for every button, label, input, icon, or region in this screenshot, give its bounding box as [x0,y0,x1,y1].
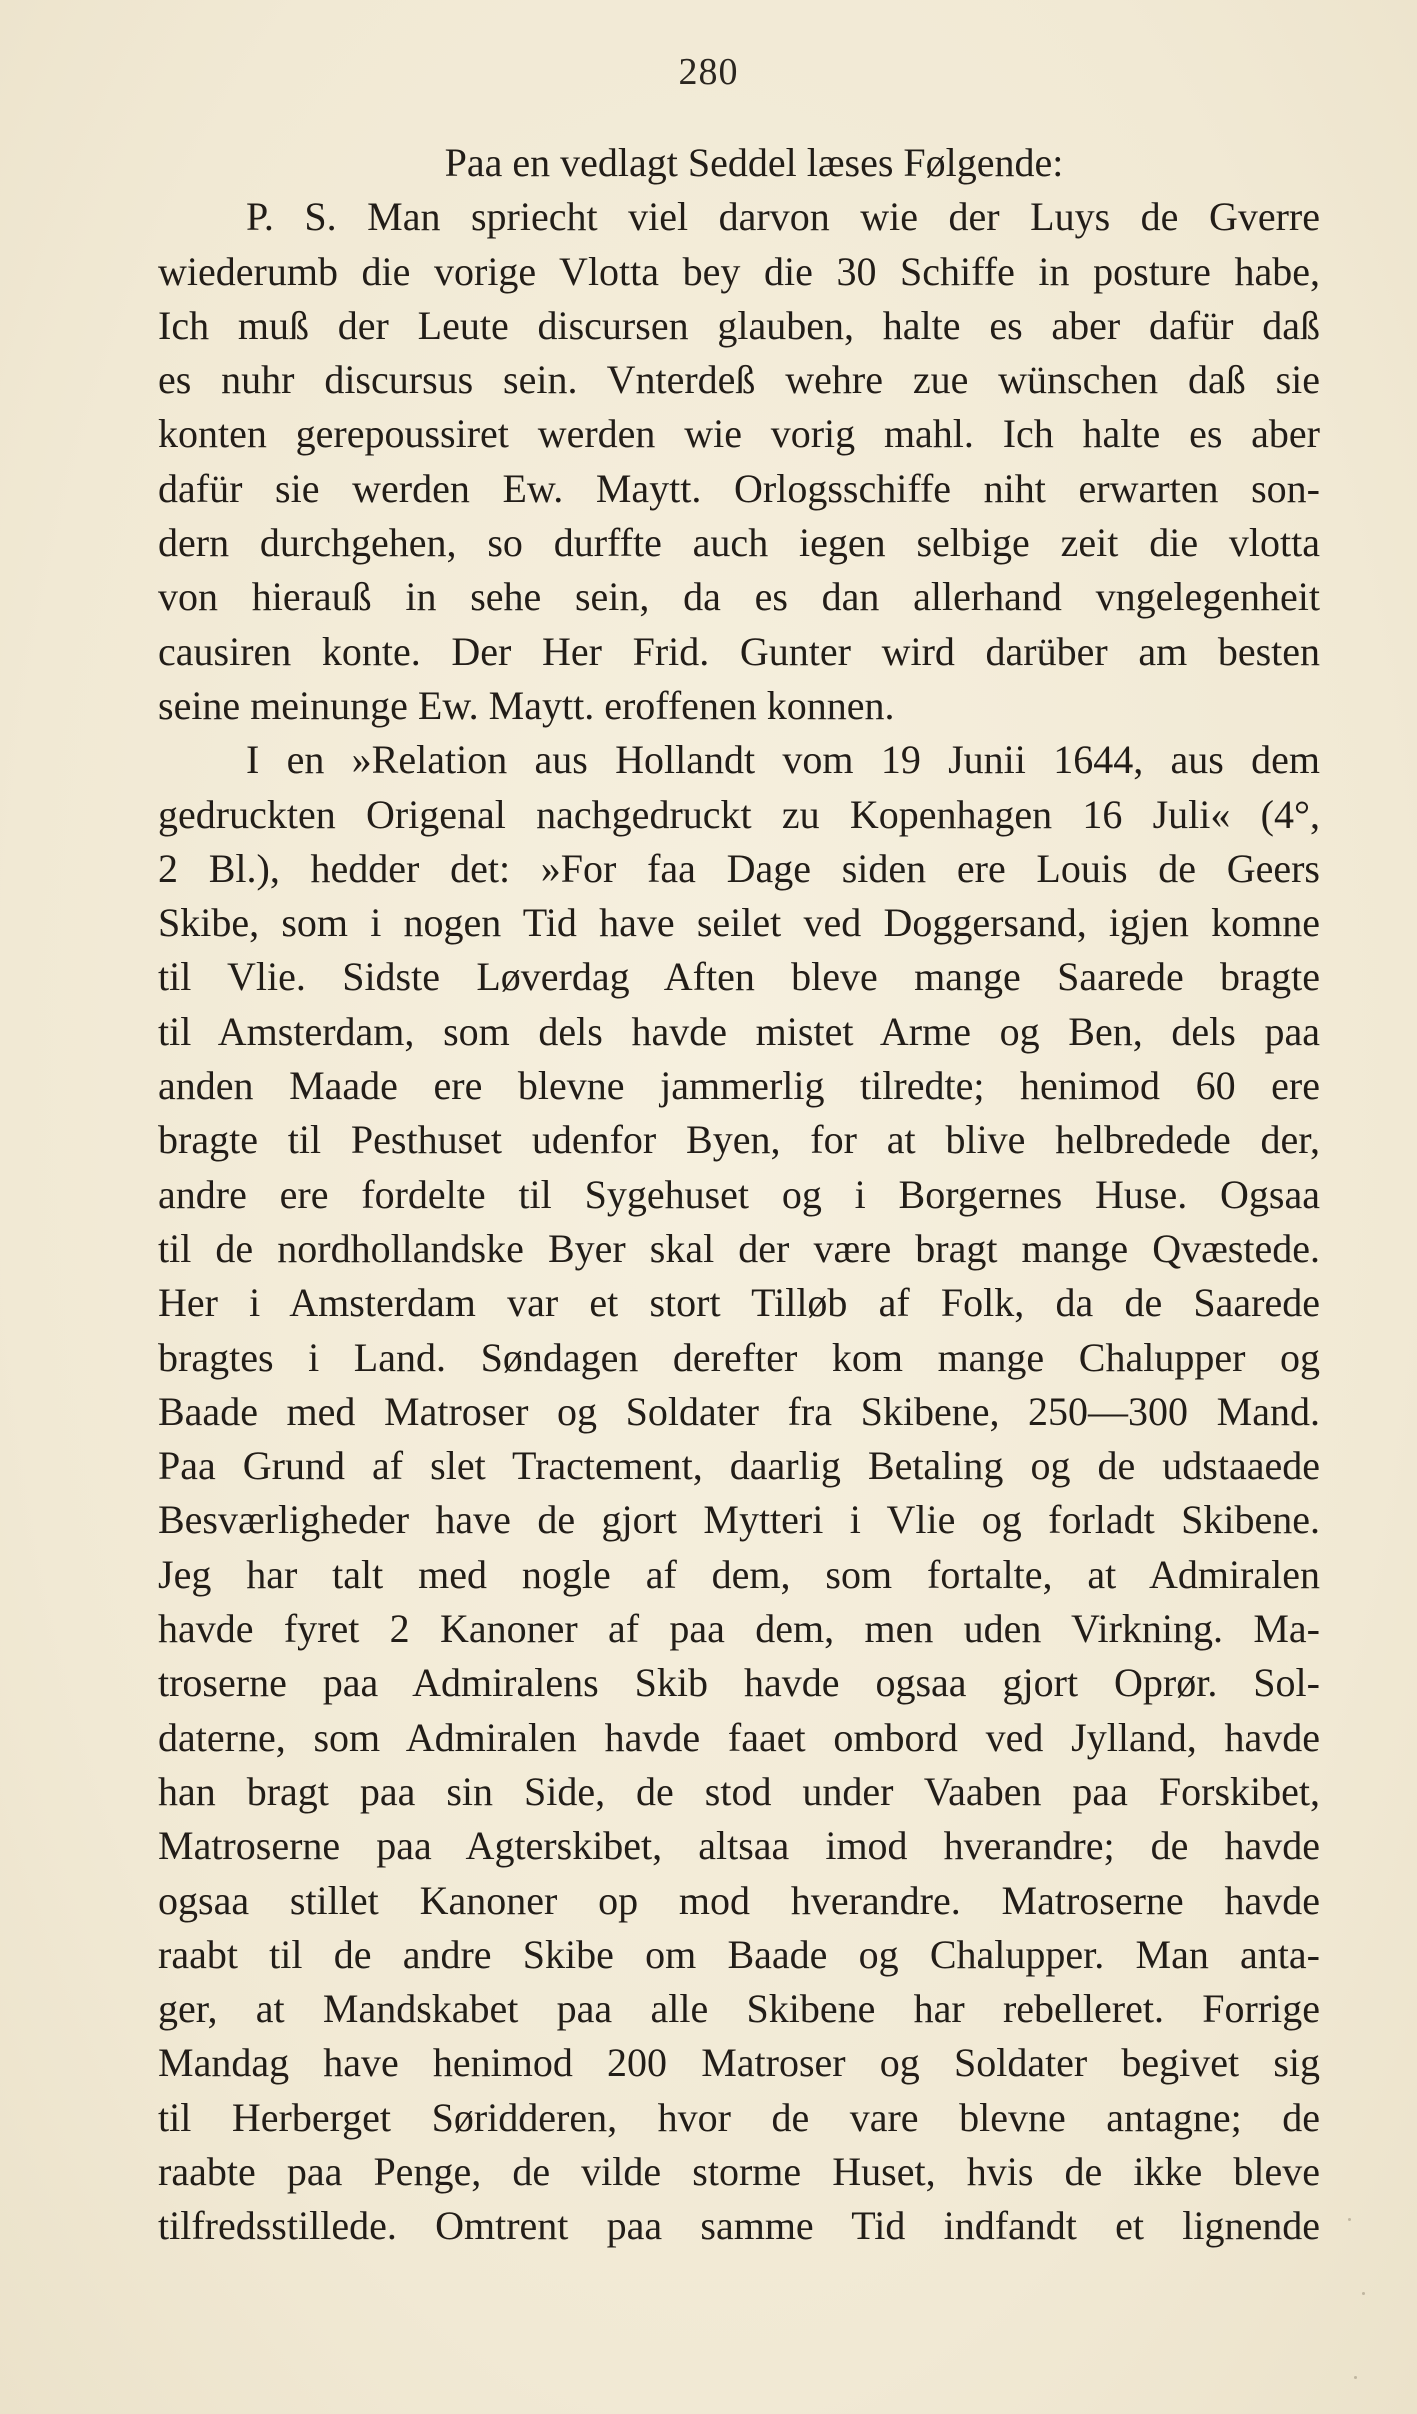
text-line: ogsaa stillet Kanoner op mod hverandre. Matroserne havde [158,1877,1320,1923]
paper-speck [1354,2376,1357,2379]
text-line: P. S. Man spriecht viel darvon wie der Luys de Gverre [246,194,1320,240]
text-line: seine meinunge Ew. Maytt. eroffenen konnen. [158,682,895,728]
text-line: Paa en vedlagt Seddel læses Følgende: [444,140,1064,185]
text-line: Mandag have henimod 200 Matroser og Soldater begivet sig [158,2040,1320,2086]
text-line: Her i Amsterdam var et stort Tilløb af Folk, da de Saarede [158,1280,1320,1326]
text-line: konten gerepoussiret werden wie vorig mahl. Ich halte es aber [158,411,1320,457]
text-line: andre ere fordelte til Sygehuset og i Borgernes Huse. Ogsaa [158,1171,1320,1217]
text-line: anden Maade ere blevne jammerlig tilredte; henimod 60 ere [158,1063,1320,1109]
text-line: Jeg har talt med nogle af dem, som fortalte, at Admiralen [158,1551,1320,1597]
paper-speck [1362,2292,1365,2295]
text-line: bragte til Pesthuset udenfor Byen, for at blive helbredede der, [158,1117,1320,1163]
text-line: ger, at Mandskabet paa alle Skibene har rebelleret. Forrige [158,1986,1320,2032]
text-line: wiederumb die vorige Vlotta bey die 30 Schiffe in posture habe, [158,248,1320,294]
text-line: Ich muß der Leute discursen glauben, halte es aber dafür daß [158,302,1320,348]
text-line: raabt til de andre Skibe om Baade og Chalupper. Man anta- [158,1931,1320,1977]
text-line: daterne, som Admiralen havde faaet ombord ved Jylland, havde [158,1714,1320,1760]
text-line: Baade med Matroser og Soldater fra Skibene, 250—300 Mand. [158,1388,1320,1434]
text-line: Paa Grund af slet Tractement, daarlig Betaling og de udstaaede [158,1443,1320,1489]
text-line: troserne paa Admiralens Skib havde ogsaa gjort Oprør. Sol- [158,1660,1320,1706]
text-line: bragtes i Land. Søndagen derefter kom mange Chalupper og [158,1334,1320,1380]
text-line: til Vlie. Sidste Løverdag Aften bleve mange Saarede bragte [158,954,1320,1000]
text-line: Skibe, som i nogen Tid have seilet ved Doggersand, igjen komne [158,900,1320,946]
text-line: raabte paa Penge, de vilde storme Huset, hvis de ikke bleve [158,2148,1320,2194]
page-number: 280 [678,51,739,93]
text-line: gedruckten Origenal nachgedruckt zu Kopenhagen 16 Juli« (4°, [158,791,1320,837]
text-line: causiren konte. Der Her Frid. Gunter wird darüber am besten [158,628,1320,674]
text-line: dafür sie werden Ew. Maytt. Orlogsschiffe niht erwarten son- [158,465,1320,511]
text-line: havde fyret 2 Kanoner af paa dem, men uden Virkning. Ma- [158,1606,1320,1652]
text-line: I en »Relation aus Hollandt vom 19 Junii 1644, aus dem [246,737,1320,783]
text-line: dern durchgehen, so durffte auch iegen selbige zeit die vlotta [158,520,1320,566]
text-line: til Amsterdam, som dels havde mistet Arme og Ben, dels paa [158,1008,1320,1054]
body-text [158,136,1320,2254]
text-line: til Herberget Søridderen, hvor de vare blevne antagne; de [158,2094,1320,2140]
text-line: til de nordhollandske Byer skal der være bragt mange Qvæstede. [158,1225,1320,1271]
text-line: tilfredsstillede. Omtrent paa samme Tid indfandt et lignende [158,2203,1320,2249]
text-line: Besværligheder have de gjort Mytteri i Vlie og forladt Skibene. [158,1497,1320,1543]
text-line: von hierauß in sehe sein, da es dan allerhand vngelegenheit [158,574,1320,620]
text-line: Matroserne paa Agterskibet, altsaa imod hverandre; de havde [158,1823,1320,1869]
text-line: han bragt paa sin Side, de stod under Vaaben paa Forskibet, [158,1768,1320,1814]
paper-speck [1348,2218,1351,2221]
text-line: 2 Bl.), hedder det: »For faa Dage siden ere Louis de Geers [158,845,1320,891]
text-line: es nuhr discursus sein. Vnterdeß wehre zue wünschen daß sie [158,357,1320,403]
